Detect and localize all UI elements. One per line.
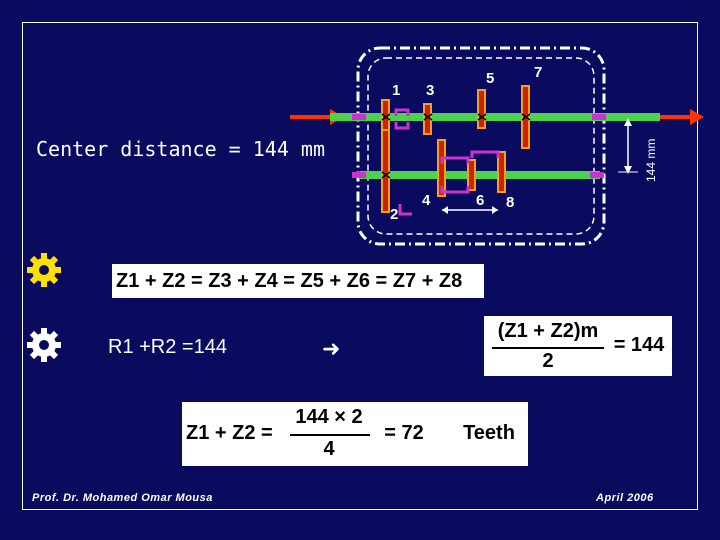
footer-author: Prof. Dr. Mohamed Omar Mousa [32, 492, 213, 504]
bearing-icon [592, 114, 606, 120]
coupling-icon [400, 204, 412, 214]
gear-5 [478, 90, 485, 128]
bearing-icon [352, 172, 366, 178]
gear-number-5: 5 [486, 70, 495, 87]
upper-shaft [330, 113, 660, 121]
gear-number-4: 4 [422, 192, 431, 209]
bearing-icon [590, 172, 604, 178]
dimension-label: 144 mm [644, 138, 658, 182]
teeth-unit: Teeth [463, 422, 515, 444]
footer-date: April 2006 [596, 492, 654, 504]
slide-arrow-right-icon [492, 206, 498, 214]
teeth-numerator: 144 × 2 [295, 406, 363, 428]
slide-arrow-left-icon [442, 206, 448, 214]
teeth-result: = 72 [384, 422, 424, 444]
teeth-lhs: Z1 + Z2 = [186, 422, 273, 444]
gear-number-3: 3 [426, 82, 435, 99]
radius-equation: R1 +R2 =144 [108, 336, 227, 358]
gear-icon [27, 328, 61, 362]
module-equation [484, 316, 672, 376]
teeth-equation [182, 402, 528, 466]
dimension-arrow-icon [624, 166, 632, 174]
output-arrowhead-icon [690, 109, 704, 125]
gear-number-2: 2 [390, 206, 399, 223]
lower-shaft [360, 171, 600, 179]
bearing-icon [352, 114, 366, 120]
equation-sum: Z1 + Z2 = Z3 + Z4 = Z5 + Z6 = Z7 + Z8 [112, 264, 484, 298]
key-marks [382, 114, 530, 178]
gear-number-7: 7 [534, 64, 543, 81]
right-arrow-icon: ➜ [322, 336, 341, 361]
module-denominator: 2 [542, 350, 554, 372]
gear-number-6: 6 [476, 192, 485, 209]
gear-number-8: 8 [506, 194, 515, 211]
fraction-bar [290, 434, 370, 436]
sliding-coupling-icon [472, 152, 498, 158]
gear-6 [468, 160, 475, 190]
teeth-denominator: 4 [323, 438, 335, 460]
center-distance-label: Center distance = 144 mm [36, 137, 325, 161]
module-result: = 144 [613, 334, 665, 356]
gear-2 [382, 130, 389, 212]
coupling-icon [396, 122, 408, 128]
gear-icon [27, 253, 61, 287]
fraction-bar [492, 347, 604, 349]
module-numerator: (Z1 + Z2)m [497, 320, 599, 342]
gear-number-1: 1 [392, 82, 401, 99]
